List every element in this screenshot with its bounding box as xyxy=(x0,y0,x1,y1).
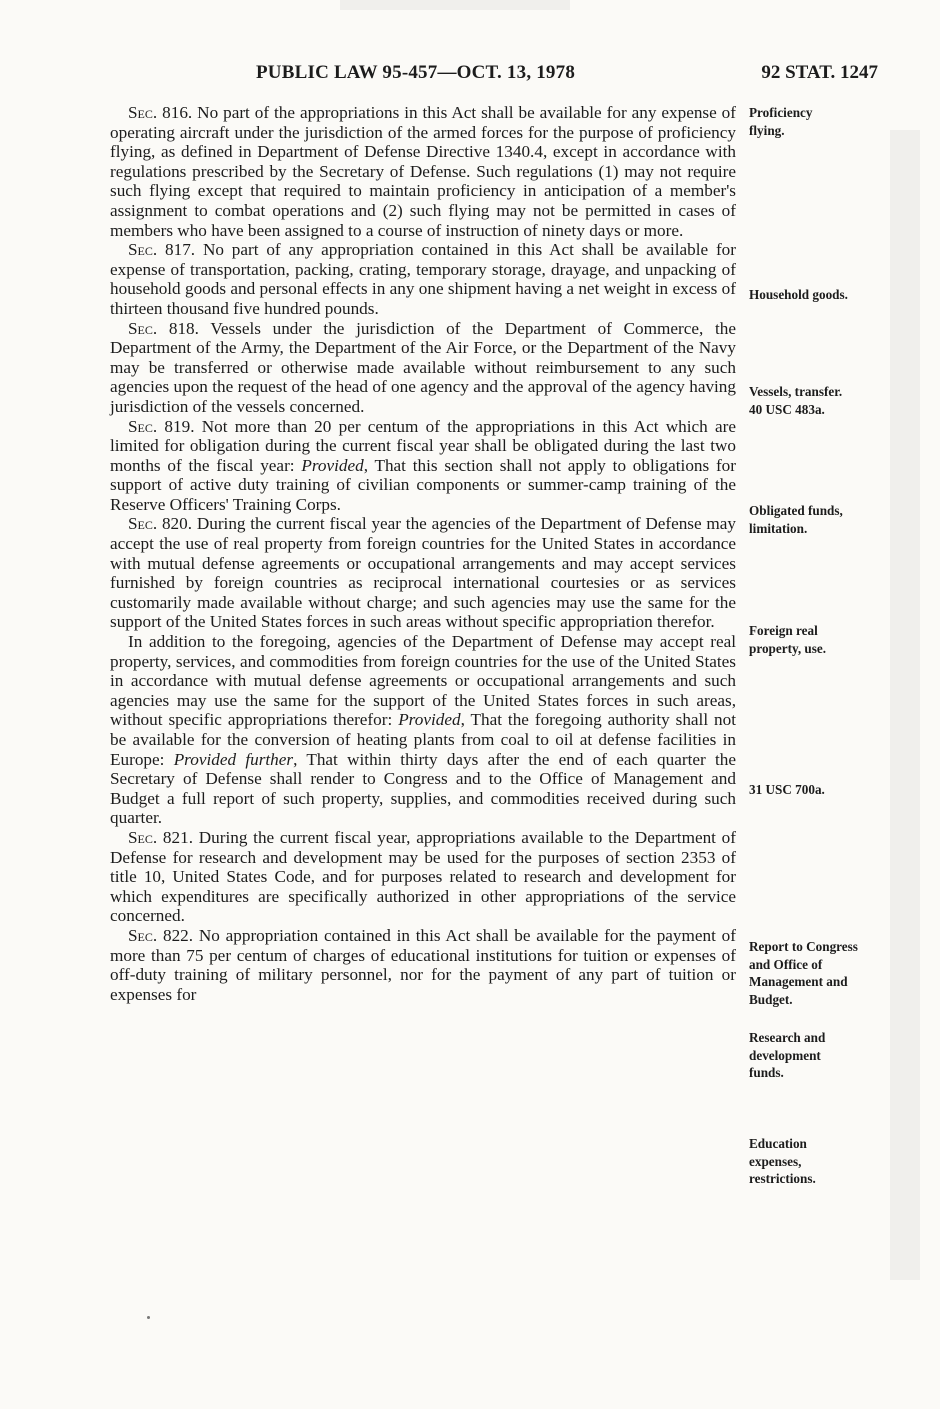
section-text: During the current fiscal year the agencies of the Department of Defense may accept the use of real property from foreign countries for the United States in accordance with mutual defense agreements or occupational arrangements and may accept services furnished by foreign countries as reciprocal international courtesies or as services customarily made available without charge; and such agencies may use the same for the support of the United States forces in such areas without specific appropriation therefor. xyxy=(110,514,736,632)
section-822 xyxy=(110,926,736,1004)
margin-note-report-to-congress: Report to Congress and Office of Management and Budget. xyxy=(749,939,858,1007)
margin-note-proficiency-flying: Proficiency flying. xyxy=(749,105,813,138)
section-text: , That within thirty days after the end of each quarter the Secretary of Defense shall render to Congress and to the Office of Management and Budget a full report of such property, supplies, and commodities received during such quarter. xyxy=(110,749,736,828)
section-820-continued xyxy=(110,632,736,828)
section-text: No part of the appropriations in this Act shall be available for any expense of operating aircraft under the jurisdiction of the armed forces for the purpose of proficiency flying, as defined in Department of Defense Directive 1340.4, except in accordance with regulations prescribed by the Secretary of Defense. Such regulations (1) may not require such flying except that required to maintain proficiency in anticipation of a member's assignment to combat operations and (2) such flying may not be permitted in cases of members who have been assigned to a course of instruction of ninety days or more. xyxy=(110,103,736,240)
section-lead: Sec. 818. xyxy=(128,318,199,338)
margin-note-research-development: Research and development funds. xyxy=(749,1030,826,1081)
section-proviso: Provided xyxy=(398,710,461,730)
section-text: During the current fiscal year, appropriations available to the Department of Defense for research and development may be used for the purposes of section 2353 of title 10, United States Code, and for purposes related to research and development for which expenditures are specifically authorized in other appropriations of the service concerned. xyxy=(110,827,736,926)
section-text: Vessels under the jurisdiction of the Department of Commerce, the Department of the Army, the Department of the Air Force, or the Department of the Navy may be transferred or otherwise made available without reimbursement to any such agencies upon the request of the head of one agency and the approval of the agency having jurisdiction of the vessels concerned. xyxy=(110,318,736,416)
section-820 xyxy=(110,514,736,632)
section-lead: Sec. 820. xyxy=(128,514,193,534)
section-lead: Sec. 816. xyxy=(128,103,193,122)
section-text: , That this section shall not apply to obligations for support of active duty training of civilian components or summer-camp training of the Reserve Officers' Training Corps. xyxy=(110,455,736,514)
bleed-through-top xyxy=(340,0,570,10)
section-lead: Sec. 819. xyxy=(128,416,195,436)
body-text-column xyxy=(110,103,736,1004)
section-text: , That the foregoing authority shall not be available for the conversion of heating plants from coal to oil at defense facilities in Europe: xyxy=(110,710,736,769)
header-title: PUBLIC LAW 95-457—OCT. 13, 1978 xyxy=(256,62,576,83)
page-header xyxy=(110,62,878,88)
margin-note-vessels-transfer: Vessels, transfer. xyxy=(749,384,843,399)
section-821 xyxy=(110,828,736,926)
margin-note-40-usc: 40 USC 483a. xyxy=(749,402,825,417)
section-819 xyxy=(110,417,736,515)
section-817 xyxy=(110,240,736,318)
section-818 xyxy=(110,319,736,417)
section-proviso: Provided further xyxy=(173,749,294,769)
margin-note-31-usc: 31 USC 700a. xyxy=(749,782,825,797)
header-stat-citation: 92 STAT. 1247 xyxy=(761,62,878,83)
margin-note-foreign-real-property: Foreign real property, use. xyxy=(749,623,827,656)
margin-note-household-goods: Household goods. xyxy=(749,287,848,302)
margin-note-education-expenses: Education expenses, restrictions. xyxy=(749,1136,816,1187)
margin-note-obligated-funds: Obligated funds, limitation. xyxy=(749,503,843,536)
section-text: No appropriation contained in this Act shall be available for the payment of more than 75 per centum of charges of educational institutions for tuition or expenses of off-duty training of military personnel, nor for the payment of any part of tuition or expenses for xyxy=(110,925,736,1004)
section-lead: Sec. 817. xyxy=(128,240,196,260)
section-proviso: Provided xyxy=(301,455,364,475)
section-text: No part of any appropriation contained in this Act shall be available for expense of transportation, packing, crating, temporary storage, drayage, and unpacking of household goods and personal effects in any one shipment having a net weight in excess of thirteen thousand five hundred pounds. xyxy=(110,240,736,318)
bleed-through-right xyxy=(890,130,920,1280)
section-text: Not more than 20 per centum of the appropriations in this Act which are limited for obligation during the current fiscal year shall be obligated during the last two months of the fiscal year: xyxy=(110,416,736,475)
page-speck xyxy=(147,1316,150,1319)
section-816 xyxy=(110,103,736,240)
section-lead: Sec. 821. xyxy=(128,827,194,847)
section-lead: Sec. 822. xyxy=(128,925,194,945)
section-text: In addition to the foregoing, agencies of the Department of Defense may accept real property, services, and commodities from foreign countries for the use of the United States in accordance with mutual defense agreements or occupational arrangements and such agencies may use the same for the support of the United States forces in such areas, without specific appropriations therefor: xyxy=(110,632,736,730)
